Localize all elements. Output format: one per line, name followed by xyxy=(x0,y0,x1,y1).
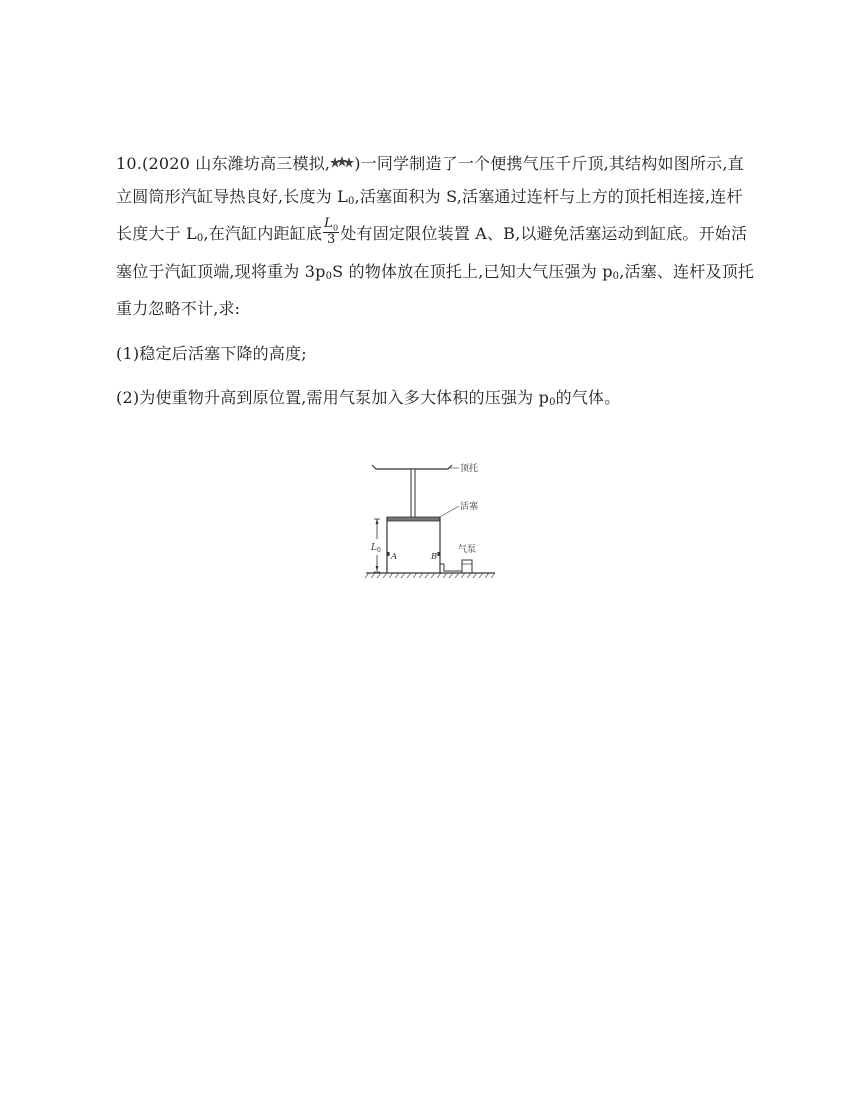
subscript: 0 xyxy=(549,397,556,408)
stop-a xyxy=(387,552,390,556)
difficulty-stars-icon xyxy=(330,155,354,171)
subscript: 0 xyxy=(348,195,355,207)
stem-text-6: ,活塞、连杆及顶托重力忽略不计,求: xyxy=(116,261,755,318)
stem-text-2: ,活塞面积为 S,活塞通过连杆与上方的顶托相连接,连杆长度大于 L xyxy=(116,186,743,243)
question-source-close: ) xyxy=(354,154,361,173)
subscript: 0 xyxy=(612,270,620,282)
question-stem xyxy=(116,148,756,326)
jack-diagram-svg xyxy=(360,455,505,585)
stem-text-3: ,在汽缸内距缸底 xyxy=(203,224,323,243)
part-2-text-b: 的气体。 xyxy=(555,388,621,407)
stem-text-4: 处有固定限位装置 A、B,以避免活塞运动到缸底。开始活塞位于汽缸顶端,现将重为 3p xyxy=(116,224,748,281)
ground-hatch xyxy=(365,573,495,578)
connecting-rod xyxy=(411,469,415,518)
subscript: 0 xyxy=(196,233,204,244)
part-1: (1)稳定后活塞下降的高度; xyxy=(116,343,307,363)
stop-b xyxy=(438,552,441,556)
piston xyxy=(387,517,440,521)
label-top-support: 顶托 xyxy=(460,464,479,474)
stem-text-1: 一同学制造了一个便携气压千斤顶,其结构如图所示,直立圆筒形汽缸导热良好,长度为 L xyxy=(116,154,744,206)
pump-pipe xyxy=(440,564,462,571)
jack-diagram xyxy=(360,455,505,585)
label-l0: $L_0$ xyxy=(371,543,381,554)
label-pump: 气泵 xyxy=(458,545,477,555)
fraction-l0-over-3 xyxy=(323,217,339,247)
part-2-text-a: (2)为使重物升高到原位置,需用气泵加入多大体积的压强为 p xyxy=(116,388,550,407)
subscript: 0 xyxy=(325,270,333,282)
stem-text-5: S 的物体放在顶托上,已知大气压强为 p xyxy=(332,261,613,281)
question-block xyxy=(116,148,756,420)
part-2 xyxy=(116,382,756,420)
fraction-denominator: 3 xyxy=(327,232,336,248)
fraction-numerator: L xyxy=(324,215,334,231)
question-number: 10. xyxy=(116,154,143,173)
label-b: B xyxy=(431,552,438,562)
fraction-numerator-sub: 0 xyxy=(333,223,339,233)
piston-leader xyxy=(438,506,459,518)
question-source: (2020 山东潍坊高三模拟, xyxy=(142,154,331,173)
air-pump xyxy=(462,560,472,573)
label-a: A xyxy=(391,552,398,562)
label-piston: 活塞 xyxy=(460,502,479,512)
top-support-plate xyxy=(372,465,452,469)
